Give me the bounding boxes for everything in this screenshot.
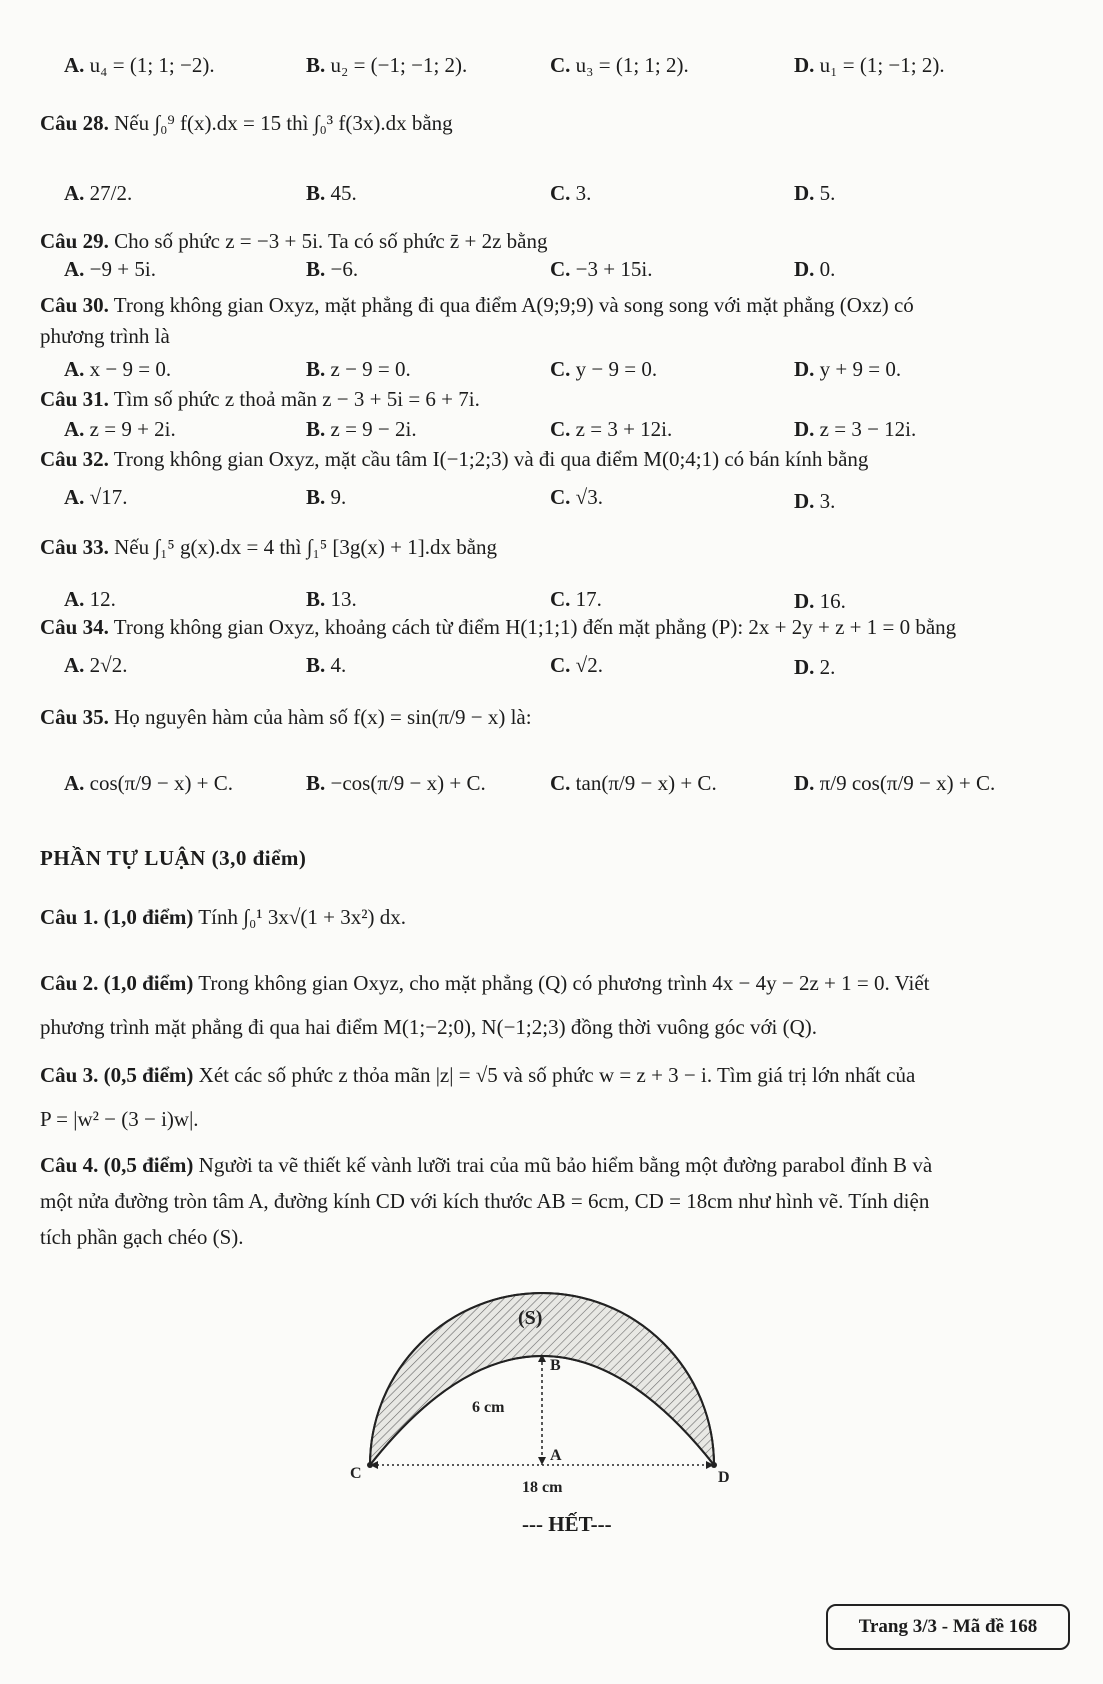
q30-option-d: D. y + 9 = 0. <box>794 357 902 381</box>
q31-option-a: A. z = 9 + 2i. <box>64 417 176 441</box>
q28-option-b: B. 45. <box>306 181 357 205</box>
q34-option-d: D. 2. <box>794 655 836 679</box>
essay-q3-line1: Câu 3. (0,5 điểm) Xét các số phức z thỏa mãn |z| = √5 và số phức w = z + 3 − i. Tìm giá trị lớn nhất của <box>40 1063 916 1087</box>
essay-q4-line3: tích phần gạch chéo (S). <box>40 1225 244 1249</box>
q34-stem: Câu 34. Trong không gian Oxyz, khoảng cách từ điểm H(1;1;1) đến mặt phẳng (P): 2x + 2y + z + 1 = 0 bằng <box>40 615 957 639</box>
q28-stem: Câu 28. Nếu ∫₀⁹ f(x).dx = 15 thì ∫₀³ f(3x).dx bằng <box>40 111 453 135</box>
q29-stem: Câu 29. Cho số phức z = −3 + 5i. Ta có số phức z̄ + 2z bằng <box>40 229 548 253</box>
q35-option-b: B. −cos(π/9 − x) + C. <box>306 771 486 795</box>
q32-stem: Câu 32. Trong không gian Oxyz, mặt cầu tâm I(−1;2;3) và đi qua điểm M(0;4;1) có bán kính bằng <box>40 447 869 471</box>
label-a: A <box>550 1447 562 1464</box>
q34-option-c: C. √2. <box>550 653 603 677</box>
q29-option-b: B. −6. <box>306 257 359 281</box>
q34-option-b: B. 4. <box>306 653 347 677</box>
q27-option-d: D. u₁ = (1; −1; 2). <box>794 53 945 77</box>
q29-option-c: C. −3 + 15i. <box>550 257 653 281</box>
q28-option-d: D. 5. <box>794 181 836 205</box>
q30-option-a: A. x − 9 = 0. <box>64 357 172 381</box>
essay-q2-line1: Câu 2. (1,0 điểm) Trong không gian Oxyz, cho mặt phẳng (Q) có phương trình 4x − 4y − 2z + 1 = 0. Viết <box>40 971 930 995</box>
essay-q4-line2: một nửa đường tròn tâm A, đường kính CD với kích thước AB = 6cm, CD = 18cm như hình vẽ. Tính diện <box>40 1189 930 1213</box>
q30-stem-line1: Câu 30. Trong không gian Oxyz, mặt phẳng đi qua điểm A(9;9;9) và song song với mặt phẳng (Oxz) có <box>40 293 914 317</box>
label-b: B <box>550 1357 561 1374</box>
q33-option-d: D. 16. <box>794 589 846 613</box>
page-footer-text: Trang 3/3 - Mã đề 168 <box>858 1616 1038 1637</box>
q30-option-c: C. y − 9 = 0. <box>550 357 658 381</box>
q31-option-d: D. z = 3 − 12i. <box>794 417 917 441</box>
q28-option-c: C. 3. <box>550 181 592 205</box>
q32-option-d: D. 3. <box>794 489 836 513</box>
helmet-visor-figure <box>340 1250 780 1500</box>
q35-stem: Câu 35. Họ nguyên hàm của hàm số f(x) = sin(π/9 − x) là: <box>40 705 532 729</box>
q33-option-b: B. 13. <box>306 587 357 611</box>
essay-section-title: PHẦN TỰ LUẬN (3,0 điểm) <box>40 846 307 870</box>
q35-option-a: A. cos(π/9 − x) + C. <box>64 771 234 795</box>
q33-stem: Câu 33. Nếu ∫₁⁵ g(x).dx = 4 thì ∫₁⁵ [3g(x) + 1].dx bằng <box>40 535 498 559</box>
label-c: C <box>350 1465 362 1482</box>
label-ab-length: 6 cm <box>472 1399 505 1416</box>
q35-option-d: D. π/9 cos(π/9 − x) + C. <box>794 771 996 795</box>
q29-option-a: A. −9 + 5i. <box>64 257 156 281</box>
end-marker: --- HẾT--- <box>522 1512 612 1536</box>
q35-option-c: C. tan(π/9 − x) + C. <box>550 771 717 795</box>
q33-option-a: A. 12. <box>64 587 116 611</box>
q30-stem-line2: phương trình là <box>40 324 170 348</box>
q27-option-c: C. u₃ = (1; 1; 2). <box>550 53 689 77</box>
q34-option-a: A. 2√2. <box>64 653 128 677</box>
q32-option-a: A. √17. <box>64 485 128 509</box>
q27-option-a: A. u₄ = (1; 1; −2). <box>64 53 215 77</box>
essay-q1: Câu 1. (1,0 điểm) Tính ∫₀¹ 3x√(1 + 3x²) dx. <box>40 905 406 929</box>
q31-option-b: B. z = 9 − 2i. <box>306 417 417 441</box>
q31-option-c: C. z = 3 + 12i. <box>550 417 673 441</box>
q29-option-d: D. 0. <box>794 257 836 281</box>
q28-option-a: A. 27/2. <box>64 181 133 205</box>
q33-option-c: C. 17. <box>550 587 602 611</box>
essay-q2-line2: phương trình mặt phẳng đi qua hai điểm M(1;−2;0), N(−1;2;3) đồng thời vuông góc với (Q). <box>40 1015 818 1039</box>
q32-option-b: B. 9. <box>306 485 347 509</box>
label-s: (S) <box>518 1307 543 1329</box>
q32-option-c: C. √3. <box>550 485 603 509</box>
label-cd-length: 18 cm <box>522 1479 563 1496</box>
page-footer-box <box>826 1604 1070 1650</box>
q31-stem: Câu 31. Tìm số phức z thoả mãn z − 3 + 5i = 6 + 7i. <box>40 387 480 411</box>
label-d: D <box>718 1469 730 1486</box>
essay-q4-line1: Câu 4. (0,5 điểm) Người ta vẽ thiết kế vành lưỡi trai của mũ bảo hiểm bằng một đường parabol đỉnh B và <box>40 1153 933 1177</box>
q27-option-b: B. u₂ = (−1; −1; 2). <box>306 53 468 77</box>
q30-option-b: B. z − 9 = 0. <box>306 357 411 381</box>
essay-q3-line2: P = |w² − (3 − i)w|. <box>40 1107 199 1131</box>
